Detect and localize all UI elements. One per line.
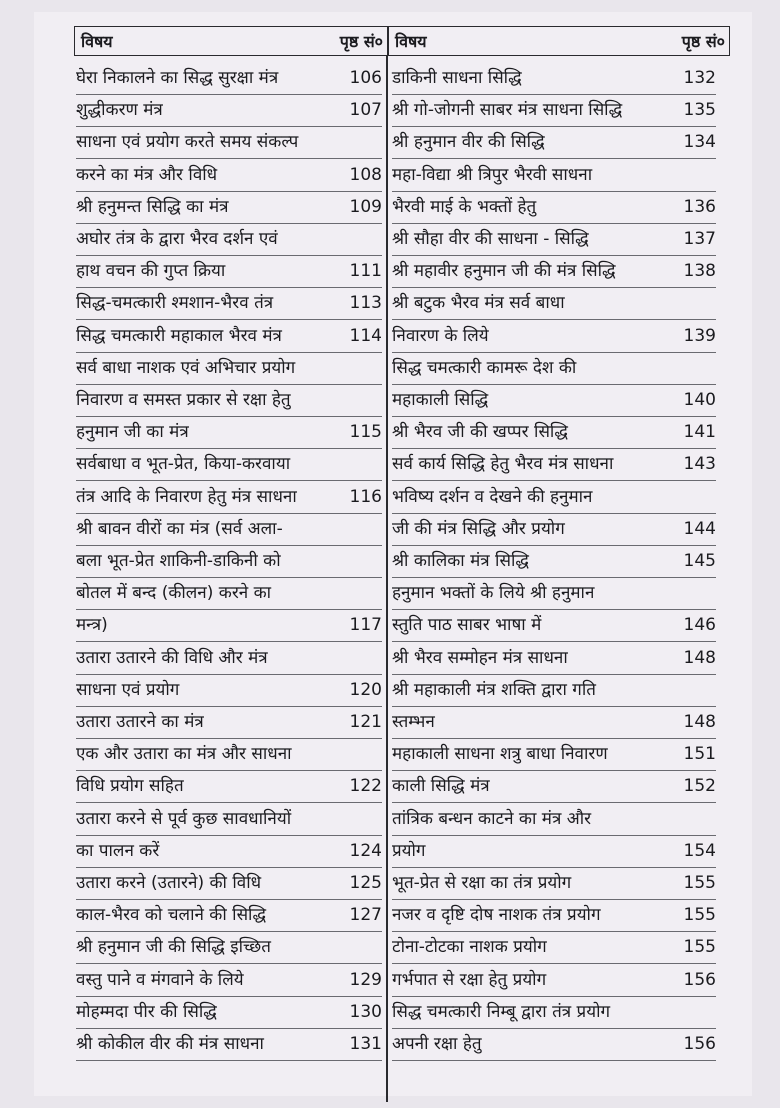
row-underline	[392, 867, 716, 868]
left-entry	[76, 875, 382, 892]
row-underline	[76, 513, 382, 514]
left-entry-page: 124	[349, 840, 382, 861]
row-underline	[76, 899, 382, 900]
right-entry-page: 148	[683, 712, 716, 732]
right-entry	[392, 134, 716, 151]
right-entry-title: भैरवी माई के भक्तों हेतु	[392, 196, 537, 217]
left-entry	[76, 647, 382, 668]
header-left-topic: विषय	[81, 32, 113, 51]
left-entry-page: 121	[349, 712, 382, 732]
row-underline	[76, 577, 382, 578]
left-entry	[76, 456, 382, 473]
right-entry-page: 152	[683, 776, 716, 797]
left-entry-page: 106	[349, 68, 382, 88]
left-entry-title: श्री हनुमान जी की सिद्धि इच्छित	[76, 937, 271, 958]
row-underline	[392, 963, 716, 964]
right-entry-title: श्री कालिका मंत्र सिद्धि	[392, 551, 529, 571]
row-underline	[76, 158, 382, 159]
left-entry-page: 122	[349, 776, 382, 797]
left-entry	[76, 486, 382, 507]
row-underline	[76, 996, 382, 997]
left-entry-page: 129	[349, 969, 382, 990]
row-underline	[76, 255, 382, 256]
right-entry-title: टोना-टोटका नाशक प्रयोग	[392, 937, 547, 958]
right-entry	[392, 714, 716, 731]
row-underline	[392, 996, 716, 997]
right-entry	[392, 969, 716, 990]
left-entry	[76, 1036, 382, 1053]
left-entry	[76, 518, 382, 539]
row-underline	[76, 931, 382, 932]
left-entry	[76, 714, 382, 731]
right-entry	[392, 231, 716, 248]
right-entry-title: श्री महावीर हनुमान जी की मंत्र सिद्धि	[392, 261, 616, 282]
left-entry-page: 125	[349, 873, 382, 893]
right-entry-title: तांत्रिक बन्धन काटने का मंत्र और	[392, 808, 592, 829]
row-underline	[76, 963, 382, 964]
table-header	[74, 26, 730, 56]
row-underline	[392, 706, 716, 707]
left-entry	[76, 263, 382, 280]
row-underline	[76, 545, 382, 546]
right-entry-page: 141	[683, 422, 716, 443]
row-underline	[76, 416, 382, 417]
right-entry	[392, 1036, 716, 1053]
left-entry-page: 108	[349, 164, 382, 185]
row-underline	[392, 191, 716, 192]
right-entry-title: नजर व दृष्टि दोष नाशक तंत्र प्रयोग	[392, 905, 601, 926]
right-entry-title: श्री सौहा वीर की साधना - सिद्धि	[392, 229, 589, 249]
left-entry	[76, 102, 382, 119]
right-entry-page: 154	[683, 840, 716, 861]
right-entry-page: 151	[683, 744, 716, 765]
right-entry	[392, 939, 716, 956]
left-entry-page: 131	[349, 1034, 382, 1054]
row-underline	[76, 770, 382, 771]
right-entry-page: 132	[683, 68, 716, 88]
left-entry	[76, 231, 382, 248]
row-underline	[392, 223, 716, 224]
right-entry-title: महाकाली साधना शत्रु बाधा निवारण	[392, 744, 608, 765]
right-entry-title: श्री बटुक भैरव मंत्र सर्व बाधा	[392, 293, 565, 314]
row-underline	[392, 448, 716, 449]
left-entry-title: उतारा करने से पूर्व कुछ सावधानियों	[76, 808, 292, 829]
left-entry	[76, 969, 382, 990]
right-entry-page: 156	[683, 969, 716, 990]
row-underline	[76, 609, 382, 610]
right-entry	[392, 518, 716, 539]
left-entry-title: हनुमान जी का मंत्र	[76, 422, 189, 443]
row-underline	[392, 513, 716, 514]
right-entry-title: जी की मंत्र सिद्धि और प्रयोग	[392, 518, 565, 539]
left-entry	[76, 585, 382, 602]
row-underline	[392, 641, 716, 642]
left-entry	[76, 746, 382, 763]
row-underline	[76, 384, 382, 385]
book-page	[34, 12, 752, 1096]
row-underline	[392, 738, 716, 739]
row-underline	[392, 255, 716, 256]
right-entry-title: अपनी रक्षा हेतु	[392, 1034, 482, 1054]
right-entry-page: 155	[683, 873, 716, 893]
row-underline	[76, 641, 382, 642]
row-underline	[76, 223, 382, 224]
right-entry	[392, 679, 716, 700]
right-entry	[392, 617, 716, 634]
left-entry	[76, 325, 382, 346]
right-entry-title: महा-विद्या श्री त्रिपुर भैरवी साधना	[392, 164, 593, 185]
left-entry-title: साधना एवं प्रयोग	[76, 679, 180, 700]
row-underline	[76, 1060, 382, 1061]
row-underline	[76, 802, 382, 803]
right-entry-title: भविष्य दर्शन व देखने की हनुमान	[392, 486, 593, 507]
row-underline	[76, 448, 382, 449]
left-entry-title: सर्वबाधा व भूत-प्रेत, किया-करवाया	[76, 454, 291, 475]
left-entry-page: 114	[349, 325, 382, 346]
column-divider	[386, 56, 388, 1102]
row-underline	[392, 94, 716, 95]
right-entry	[392, 840, 716, 861]
left-entry-page: 130	[349, 1001, 382, 1022]
row-underline	[76, 674, 382, 675]
left-entry-page: 117	[349, 615, 382, 636]
row-underline	[392, 384, 716, 385]
right-entry-title: स्तुति पाठ साबर भाषा में	[392, 615, 542, 636]
right-entry-page: 146	[683, 615, 716, 636]
right-entry-page: 144	[683, 518, 716, 539]
left-entry	[76, 424, 382, 441]
left-entry-page: 113	[349, 293, 382, 314]
row-underline	[76, 352, 382, 353]
left-entry-page: 107	[349, 100, 382, 121]
left-entry	[76, 808, 382, 829]
row-underline	[392, 1060, 716, 1061]
right-entry-title: सर्व कार्य सिद्धि हेतु भैरव मंत्र साधना	[392, 454, 614, 475]
right-entry	[392, 164, 716, 185]
left-entry-title: सर्व बाधा नाशक एवं अभिचार प्रयोग	[76, 357, 296, 378]
row-underline	[392, 287, 716, 288]
row-underline	[76, 738, 382, 739]
left-entry-page: 127	[349, 905, 382, 926]
left-entry	[76, 840, 382, 861]
right-entry	[392, 424, 716, 441]
left-entry	[76, 939, 382, 956]
right-entry	[392, 486, 716, 507]
right-entry-page: 155	[683, 937, 716, 958]
right-entry	[392, 392, 716, 409]
left-entry	[76, 164, 382, 185]
row-underline	[392, 802, 716, 803]
row-underline	[392, 480, 716, 481]
right-entry	[392, 263, 716, 280]
row-underline	[76, 1028, 382, 1029]
right-entry	[392, 778, 716, 795]
left-entry	[76, 196, 382, 217]
right-entry-page: 156	[683, 1034, 716, 1054]
right-entry	[392, 746, 716, 763]
right-entry-title: श्री भैरव जी की खप्पर सिद्धि	[392, 422, 568, 443]
right-entry-title: हनुमान भक्तों के लिये श्री हनुमान	[392, 583, 595, 604]
header-left	[75, 27, 389, 55]
left-entry-page: 111	[349, 261, 382, 282]
right-entry	[392, 70, 716, 87]
left-entry-title: साधना एवं प्रयोग करते समय संकल्प	[76, 132, 299, 153]
left-entry-title: मन्त्र)	[76, 615, 108, 636]
right-entry-title: श्री भैरव सम्मोहन मंत्र साधना	[392, 647, 568, 668]
left-entry	[76, 617, 382, 634]
left-entry	[76, 907, 382, 924]
header-right	[389, 27, 731, 55]
right-entry	[392, 647, 716, 668]
left-entry-title: उतारा उतारने की विधि और मंत्र	[76, 647, 268, 668]
row-underline	[392, 126, 716, 127]
right-entry-page: 155	[683, 905, 716, 926]
left-entry	[76, 553, 382, 570]
right-entry-page: 140	[683, 390, 716, 410]
right-entry-title: श्री गो-जोगनी साबर मंत्र साधना सिद्धि	[392, 100, 623, 121]
right-entry-page: 148	[683, 647, 716, 668]
left-entry	[76, 70, 382, 87]
left-entry-title: विधि प्रयोग सहित	[76, 776, 184, 797]
row-underline	[392, 577, 716, 578]
left-entry	[76, 679, 382, 700]
right-entry-title: सिद्ध चमत्कारी निम्बू द्वारा तंत्र प्रयोग	[392, 1001, 611, 1022]
row-underline	[392, 674, 716, 675]
left-entry-title: श्री बावन वीरों का मंत्र (सर्व अला-	[76, 518, 283, 539]
left-entry-page: 120	[349, 679, 382, 700]
row-underline	[392, 158, 716, 159]
right-entry-page: 145	[683, 551, 716, 571]
right-entry-title: स्तम्भन	[392, 712, 435, 732]
row-underline	[392, 319, 716, 320]
right-entry	[392, 295, 716, 312]
right-entry	[392, 1001, 716, 1022]
right-entry	[392, 456, 716, 473]
left-entry-title: करने का मंत्र और विधि	[76, 164, 218, 185]
left-entry	[76, 295, 382, 312]
row-underline	[392, 770, 716, 771]
row-underline	[392, 931, 716, 932]
left-entry-title: घेरा निकालने का सिद्ध सुरक्षा मंत्र	[76, 68, 279, 88]
left-entry-title: निवारण व समस्त प्रकार से रक्षा हेतु	[76, 390, 291, 410]
header-right-topic: विषय	[395, 32, 427, 51]
left-entry-title: वस्तु पाने व मंगवाने के लिये	[76, 969, 244, 990]
left-entry	[76, 392, 382, 409]
left-entry-title: तंत्र आदि के निवारण हेतु मंत्र साधना	[76, 486, 297, 507]
right-entry-page: 139	[683, 325, 716, 346]
row-underline	[76, 706, 382, 707]
left-entry-title: श्री कोकील वीर की मंत्र साधना	[76, 1034, 264, 1054]
row-underline	[76, 94, 382, 95]
right-entry	[392, 102, 716, 119]
left-entry-page: 116	[349, 486, 382, 507]
right-entry-title: सिद्ध चमत्कारी कामरू देश की	[392, 357, 577, 378]
row-underline	[392, 899, 716, 900]
right-entry-title: काली सिद्धि मंत्र	[392, 776, 490, 797]
right-entry-title: श्री महाकाली मंत्र शक्ति द्वारा गति	[392, 679, 596, 700]
right-entry-page: 137	[683, 229, 716, 249]
row-underline	[76, 867, 382, 868]
right-entry-page: 136	[683, 196, 716, 217]
row-underline	[392, 352, 716, 353]
right-entry	[392, 808, 716, 829]
row-underline	[392, 835, 716, 836]
row-underline	[76, 191, 382, 192]
left-entry-title: का पालन करें	[76, 840, 160, 861]
row-underline	[392, 416, 716, 417]
left-entry-title: काल-भैरव को चलाने की सिद्धि	[76, 905, 267, 926]
right-entry-page: 134	[683, 132, 716, 153]
left-entry	[76, 778, 382, 795]
row-underline	[392, 609, 716, 610]
left-entry-title: बोतल में बन्द (कीलन) करने का	[76, 583, 272, 604]
left-entry-title: सिद्ध चमत्कारी महाकाल भैरव मंत्र	[76, 325, 282, 346]
right-entry	[392, 357, 716, 378]
left-entry-title: अघोर तंत्र के द्वारा भैरव दर्शन एवं	[76, 229, 278, 249]
right-entry	[392, 875, 716, 892]
left-entry-title: बला भूत-प्रेत शाकिनी-डाकिनी को	[76, 551, 281, 571]
left-entry-title: सिद्ध-चमत्कारी श्मशान-भैरव तंत्र	[76, 293, 274, 314]
right-entry	[392, 553, 716, 570]
header-left-page: पृष्ठ सं०	[339, 32, 383, 51]
row-underline	[76, 319, 382, 320]
left-entry-page: 115	[349, 422, 382, 443]
left-entry-title: शुद्धीकरण मंत्र	[76, 100, 163, 121]
right-entry-page: 143	[683, 454, 716, 475]
right-entry	[392, 907, 716, 924]
right-entry-title: निवारण के लिये	[392, 325, 489, 346]
left-entry-title: श्री हनुमन्त सिद्धि का मंत्र	[76, 196, 229, 217]
left-entry-page: 109	[349, 196, 382, 217]
left-entry	[76, 357, 382, 378]
right-entry-title: भूत-प्रेत से रक्षा का तंत्र प्रयोग	[392, 873, 572, 893]
left-entry-title: उतारा करने (उतारने) की विधि	[76, 873, 262, 893]
right-entry-title: डाकिनी साधना सिद्धि	[392, 68, 522, 88]
header-right-page: पृष्ठ सं०	[681, 32, 725, 51]
left-entry-title: उतारा उतारने का मंत्र	[76, 712, 204, 732]
left-entry-title: मोहम्मदा पीर की सिद्धि	[76, 1001, 217, 1022]
left-entry	[76, 1001, 382, 1022]
right-entry-page: 135	[683, 100, 716, 121]
left-entry	[76, 134, 382, 151]
row-underline	[76, 480, 382, 481]
left-entry-title: हाथ वचन की गुप्त क्रिया	[76, 261, 226, 282]
right-entry-page: 138	[683, 261, 716, 282]
right-entry	[392, 196, 716, 217]
row-underline	[76, 835, 382, 836]
right-entry-title: गर्भपात से रक्षा हेतु प्रयोग	[392, 969, 547, 990]
right-entry	[392, 325, 716, 346]
row-underline	[392, 1028, 716, 1029]
row-underline	[392, 545, 716, 546]
row-underline	[76, 126, 382, 127]
left-entry-title: एक और उतारा का मंत्र और साधना	[76, 744, 292, 765]
right-entry-title: प्रयोग	[392, 840, 426, 861]
right-entry	[392, 585, 716, 602]
right-entry-title: महाकाली सिद्धि	[392, 390, 489, 410]
row-underline	[76, 287, 382, 288]
right-entry-title: श्री हनुमान वीर की सिद्धि	[392, 132, 545, 153]
